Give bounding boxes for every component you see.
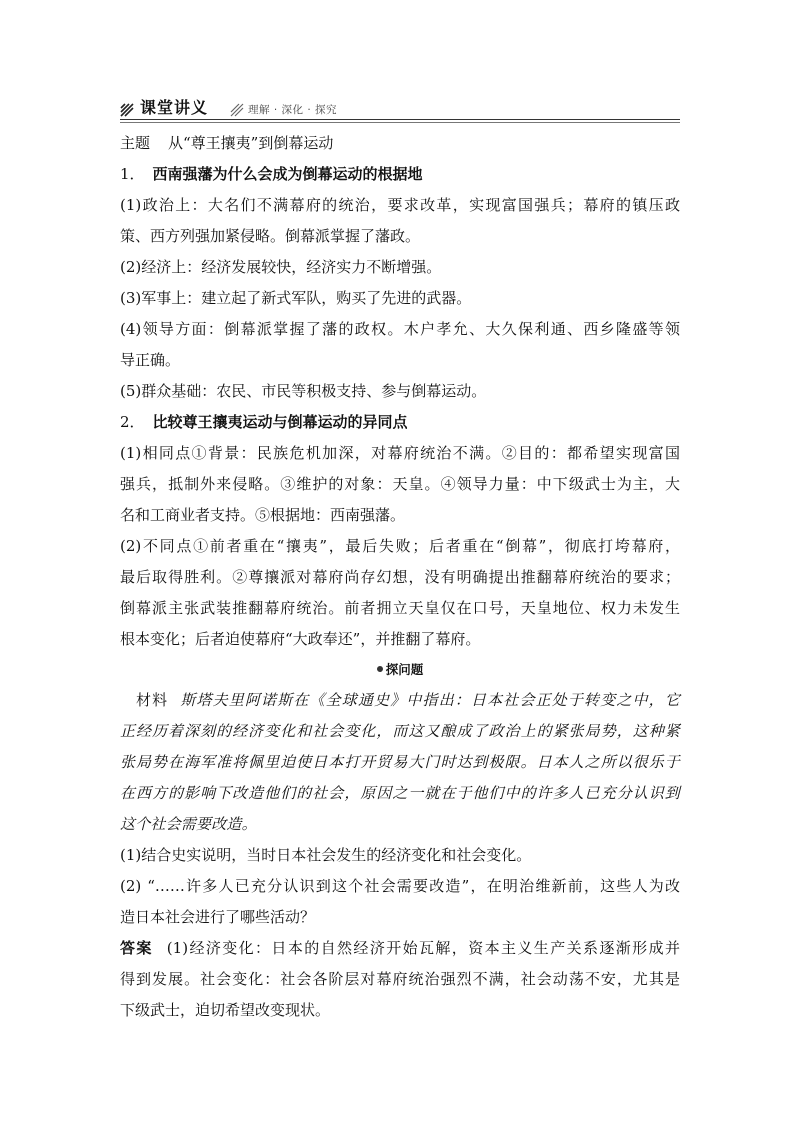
- material-line: 这个社会需要改造。: [120, 815, 257, 833]
- section2-line: 名和工商业者支持。⑤根据地：西南强藩。: [120, 506, 406, 524]
- section1-heading-text: 西南强藩为什么会成为倒幕运动的根据地: [152, 165, 423, 183]
- section1-line: 策、西方列强加紧侵略。倒幕派掌握了藩政。: [120, 227, 421, 245]
- question-line: (1)结合史实说明，当时日本社会发生的经济变化和社会变化。: [120, 846, 532, 864]
- answer-line: 下级武士，迫切希望改变现状。: [120, 1001, 331, 1019]
- material-line: 张局势在海军准将佩里迫使日本打开贸易大门时达到极限。日本人之所以很乐于: [120, 753, 680, 771]
- section2-line: (2)不同点①前者重在“攘夷”，最后失败；后者重在“倒幕”，彻底打垮幕府，: [120, 537, 680, 555]
- answer-text: (1)经济变化：日本的自然经济开始瓦解，资本主义生产关系逐渐形成并: [166, 939, 680, 957]
- header-rule: [120, 119, 680, 120]
- answer-label: 答案: [120, 939, 153, 957]
- material-text: 斯塔夫里阿诺斯在《全球通史》中指出：日本社会正处于转变之中，它: [180, 691, 680, 709]
- section1-line: (5)群众基础：农民、市民等积极支持、参与倒幕运动。: [120, 382, 487, 400]
- material-label: 材料: [136, 691, 169, 709]
- material-line: 在西方的影响下改造他们的社会，原因之一就在于他们中的许多人已充分认识到: [120, 784, 680, 802]
- header-subtitle: 理解 · 深化 · 探究: [248, 104, 338, 116]
- section1-line: 导正确。: [120, 351, 181, 369]
- topic-prefix: 主题: [120, 134, 151, 152]
- header-title: 课堂讲义: [140, 98, 209, 117]
- probe-title-text: 探问题: [385, 662, 424, 677]
- section1-number: 1．: [120, 165, 145, 183]
- bullet-icon: [377, 666, 383, 672]
- section1-line: (1)政治上：大名们不满幕府的统治，要求改革，实现富国强兵；幕府的镇压政: [120, 196, 680, 214]
- section2-heading-text: 比较尊王攘夷运动与倒幕运动的异同点: [152, 413, 408, 431]
- material-line: 正经历着深刻的经济变化和社会变化，而这又酿成了政治上的紧张局势，这种紧: [120, 722, 680, 740]
- header-rule-thin: [120, 122, 680, 123]
- section1-line: (2)经济上：经济发展较快，经济实力不断增强。: [120, 258, 442, 276]
- section2-line: 根本变化；后者迫使幕府“大政奉还”，并推翻了幕府。: [120, 630, 481, 648]
- section2-heading: [120, 407, 680, 438]
- stripes-decoration-icon: [120, 103, 134, 117]
- section2-number: 2．: [120, 413, 145, 431]
- section2-line: (1)相同点①背景：民族危机加深，对幕府统治不满。②目的：都希望实现富国: [120, 444, 680, 462]
- question-line: 造日本社会进行了哪些活动？: [120, 908, 316, 926]
- material-block: [120, 685, 680, 840]
- section2-line: 倒幕派主张武装推翻幕府统治。前者拥立天皇仅在口号，天皇地位、权力未发生: [120, 599, 680, 617]
- topic-title: 从“尊王攘夷”到倒幕运动: [168, 134, 334, 152]
- section2-line: 最后取得胜利。②尊攘派对幕府尚存幻想，没有明确提出推翻幕府统治的要求；: [120, 568, 680, 586]
- section2-line: 强兵，抵制外来侵略。③维护的对象：天皇。④领导力量：中下级武士为主，大: [120, 475, 680, 493]
- answer-line: 得到发展。社会变化：社会各阶层对幕府统治强烈不满，社会动荡不安，尤其是: [120, 970, 680, 988]
- answer-first-line: [120, 933, 680, 964]
- section1-line: (3)军事上：建立起了新式军队，购买了先进的武器。: [120, 289, 472, 307]
- section1-line: (4)领导方面：倒幕派掌握了藩的政权。木户孝允、大久保利通、西乡隆盛等领: [120, 320, 680, 338]
- stripes-divider-icon: [230, 103, 244, 117]
- material-first-line: [120, 685, 680, 716]
- topic-line: [120, 128, 680, 159]
- question-line: (2) “……许多人已充分认识到这个社会需要改造”，在明治维新前，这些人为改: [120, 877, 680, 895]
- probe-title: [120, 655, 680, 685]
- section1-heading: [120, 159, 680, 190]
- section-header: [120, 96, 680, 120]
- content-body: [120, 128, 680, 1026]
